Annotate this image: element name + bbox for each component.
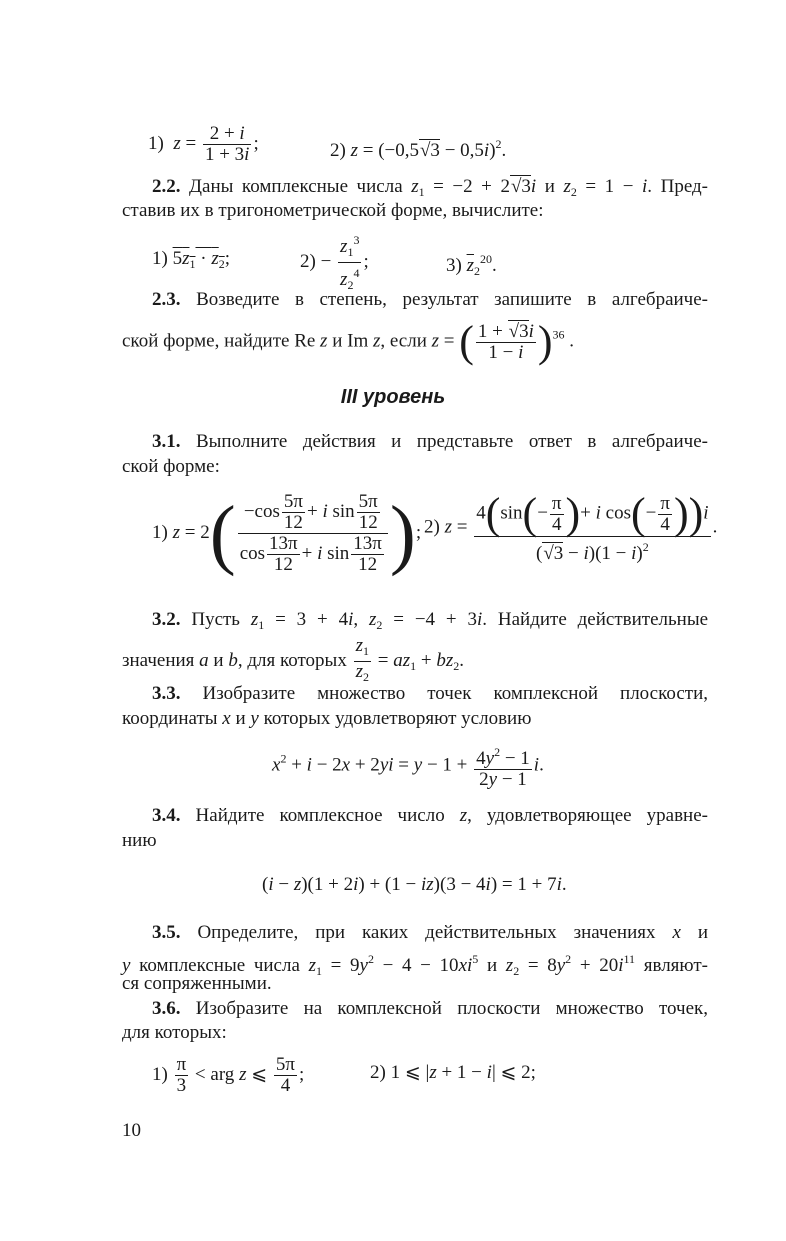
- p31-item-1: 1) z = 2( −cos $\frac{5\pi}{12}$ + i sin $\frac{5\pi}{12}$ cos $\frac{13\pi}{12}$ + i sin $\frac{13\pi}{12}$ );: [152, 489, 422, 577]
- level-heading: III уровень: [340, 386, 446, 408]
- p34-line2: нию: [122, 830, 157, 851]
- p22-line2: ставив их в тригонометрической форме, вычислите:: [122, 200, 544, 221]
- p32-line2: значения a и b, для которых $\frac{z_1}{z_2}$ = $az_1 + bz_2$.: [122, 635, 464, 684]
- p22-line1: 2.2. Даны комплексные числа $z_1 = -2 + 2√3i$ и $z_2 = 1 - i$. Пред-: [152, 176, 708, 199]
- p35-line1: 3.5. Определите, при каких действительных значениях x и: [152, 922, 709, 943]
- p23-line1: 2.3. Возведите в степень, результат запишите в алгебраиче-: [152, 289, 708, 310]
- p23-line2: ской форме, найдите Re z и Im z, если z = ( $\frac{1 + √3i}{1 - i}$ )$^{36}$ .: [122, 317, 575, 366]
- p33-line2: координаты x и y которых удовлетворяют условию: [122, 708, 532, 729]
- p33-formula: $x^2 + i - 2x + 2yi = y - 1$ + $\frac{4y^2 - 1}{2y - 1}$ i.: [272, 742, 544, 790]
- p36-item-2: 2) 1 ⩽ |z + 1 − i| ⩽ 2;: [370, 1062, 536, 1083]
- top-item-1: 1) z = $\frac{2 + i}{1 + 3i}$ ;: [148, 123, 259, 165]
- p35-line2: y комплексные числа $z_1 = 9y^2 - 4 - 10xi^5$ и $z_2 = 8y^2 + 20i^{11}$ являют-: [122, 952, 708, 978]
- p32-line1: 3.2. Пусть $z_1 = 3 + 4i$, $z_2 = -4 + 3i$. Найдите действительные: [152, 609, 709, 632]
- p22-item-3: 3) $\overline{z}_2^{20}$.: [446, 252, 497, 278]
- top-item-2: 2) $z = (-0,5√3 - 0,5i)^2$.: [330, 137, 507, 161]
- p31-item-2: 2) z = 4(sin(− $\frac{\pi}{4}$ )+ i cos(− $\frac{\pi}{4}$ ))i $(√3 - i)(1 - i)^2$ .: [424, 489, 718, 564]
- p22-item-2: 2) − $\frac{z_1^3}{z_2^4}$ ;: [300, 230, 369, 295]
- p31-line2: ской форме:: [122, 456, 220, 477]
- p36-line2: для которых:: [122, 1022, 227, 1043]
- p22-item-1: 1) $5z_1 \cdot z_2$;: [152, 248, 230, 271]
- p35-line3: ся сопряженными.: [122, 973, 272, 994]
- p31-line1: 3.1. Выполните действия и представьте ответ в алгебраиче-: [152, 431, 708, 452]
- p33-line1: 3.3. Изобразите множество точек комплексной плоскости,: [152, 683, 708, 704]
- page-number: 10: [122, 1120, 141, 1141]
- p36-line1: 3.6. Изобразите на комплексной плоскости множество точек,: [152, 998, 708, 1019]
- p36-item-1: 1) $\frac{\pi}{3}$ < arg z ⩽ $\frac{5\pi}{4}$ ;: [152, 1054, 305, 1096]
- p34-formula: (i − z)(1 + 2i) + (1 − iz)(3 − 4i) = 1 + 7i.: [262, 874, 567, 895]
- p34-line1: 3.4. Найдите комплексное число z, удовлетворяющее уравне-: [152, 805, 708, 826]
